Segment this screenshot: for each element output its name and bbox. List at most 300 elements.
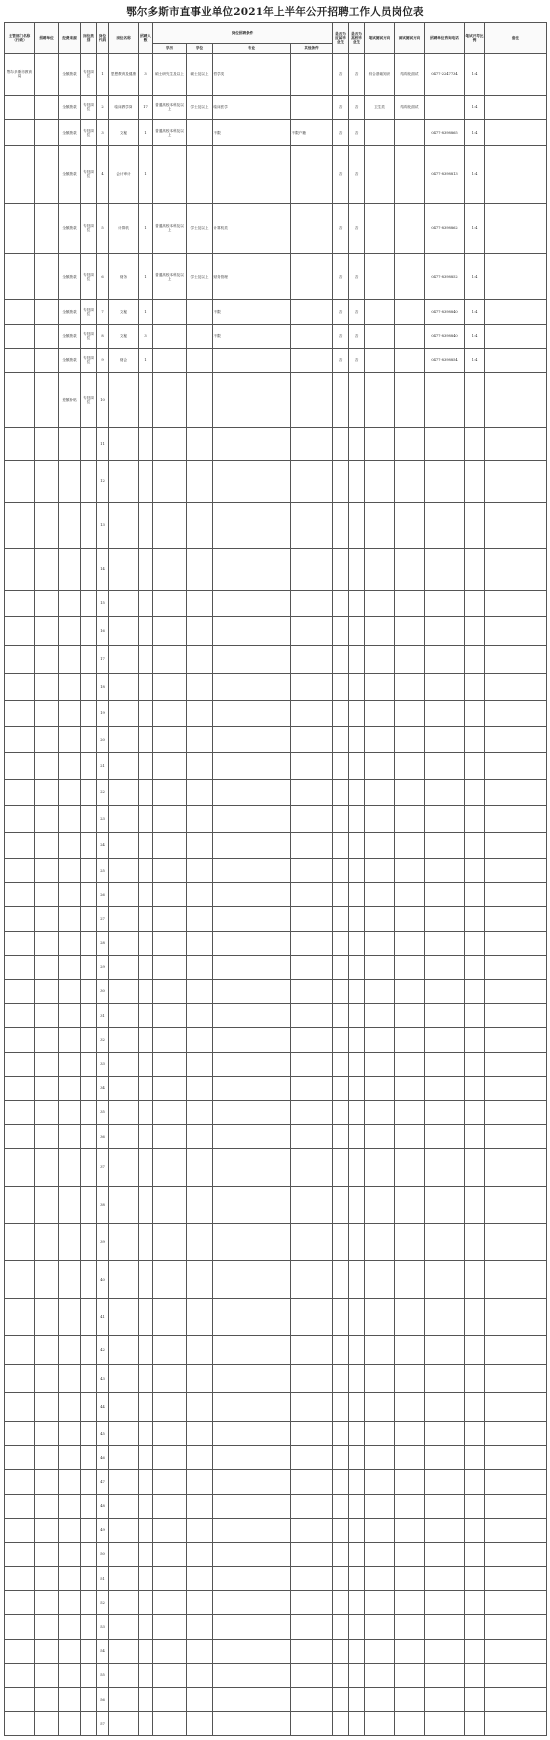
cell-category: 专技岗位 [81,119,97,145]
cell-interview [395,1542,425,1566]
cell-category [81,1421,97,1445]
cell-post [109,617,139,646]
cell-phone: 0477-8398840 [425,324,465,348]
cell-degree [187,1298,213,1335]
cell-post [109,1518,139,1542]
cell-dept [5,1125,35,1149]
cell-unit [35,1224,59,1261]
cell-written [365,883,395,907]
cell-degree: 硕士及以上 [187,54,213,96]
cell-code: 28 [97,931,109,955]
cell-degree [187,1125,213,1149]
cell-service [349,427,365,460]
cell-count [139,1149,153,1186]
table-row [5,955,547,979]
cell-count [139,907,153,931]
cell-funding [59,832,81,858]
cell-code: 1 [97,54,109,96]
cell-other [291,883,333,907]
cell-edu [153,1518,187,1542]
cell-funding [59,674,81,700]
cell-written [365,1125,395,1149]
cell-unit [35,1663,59,1687]
cell-fresh [333,806,349,832]
cell-unit [35,146,59,203]
cell-category: 专技岗位 [81,324,97,348]
table-row [5,1591,547,1615]
cell-written [365,590,395,616]
cell-unit [35,1393,59,1422]
cell-category [81,727,97,753]
table-row [5,1712,547,1736]
cell-ratio [465,1076,485,1100]
cell-phone [425,779,465,805]
cell-phone [425,1542,465,1566]
col-service: 是否为高校毕业生 [349,23,365,54]
cell-edu [153,907,187,931]
cell-phone [425,1100,465,1124]
cell-fresh [333,1149,349,1186]
cell-funding [59,1393,81,1422]
table-row [5,1639,547,1663]
cell-other [291,1712,333,1736]
cell-remark [485,348,547,372]
cell-fresh [333,883,349,907]
cell-count [139,1567,153,1591]
cell-count [139,1393,153,1422]
cell-phone [425,548,465,590]
cell-written [365,931,395,955]
cell-post [109,955,139,979]
cell-count: 1 [139,254,153,300]
cell-major [213,590,291,616]
cell-funding [59,1542,81,1566]
cell-interview [395,119,425,145]
cell-other [291,324,333,348]
cell-post [109,1688,139,1712]
cell-unit [35,1149,59,1186]
cell-dept [5,1224,35,1261]
cell-interview [395,1261,425,1298]
cell-phone [425,1028,465,1052]
cell-degree [187,1688,213,1712]
cell-post [109,1052,139,1076]
cell-service [349,1336,365,1365]
cell-major [213,548,291,590]
cell-funding [59,955,81,979]
cell-other [291,1470,333,1494]
table-row [5,1076,547,1100]
cell-written [365,460,395,502]
cell-degree [187,548,213,590]
cell-phone: 0477-8398840 [425,300,465,324]
cell-ratio: 1:4 [465,54,485,96]
cell-unit [35,1688,59,1712]
cell-count [139,931,153,955]
cell-post [109,883,139,907]
cell-category [81,1261,97,1298]
cell-fresh [333,1639,349,1663]
cell-written [365,548,395,590]
cell-degree: 学士及以上 [187,95,213,119]
cell-unit [35,1052,59,1076]
cell-major [213,859,291,883]
cell-category [81,1446,97,1470]
cell-major [213,931,291,955]
cell-ratio: 1:4 [465,146,485,203]
cell-edu [153,1052,187,1076]
cell-ratio [465,1421,485,1445]
cell-phone [425,1591,465,1615]
cell-written [365,674,395,700]
cell-count [139,1639,153,1663]
cell-code: 31 [97,1004,109,1028]
cell-remark [485,1298,547,1335]
cell-major [213,1149,291,1186]
cell-degree [187,645,213,674]
cell-interview [395,859,425,883]
cell-phone [425,979,465,1003]
table-row [5,1364,547,1393]
cell-unit [35,324,59,348]
cell-category [81,460,97,502]
table-row [5,1100,547,1124]
table-row [5,883,547,907]
cell-service [349,645,365,674]
cell-count [139,1224,153,1261]
cell-funding [59,1712,81,1736]
cell-degree [187,1663,213,1687]
cell-phone [425,95,465,119]
cell-unit [35,1542,59,1566]
cell-degree [187,907,213,931]
cell-dept [5,590,35,616]
cell-funding: 全额拨款 [59,203,81,254]
cell-code: 46 [97,1446,109,1470]
cell-remark [485,883,547,907]
cell-post [109,907,139,931]
table-row [5,1518,547,1542]
cell-edu [153,1076,187,1100]
cell-degree [187,348,213,372]
cell-dept [5,203,35,254]
cell-unit [35,372,59,427]
cell-written [365,1518,395,1542]
cell-category [81,1615,97,1639]
cell-edu [153,806,187,832]
cell-remark [485,955,547,979]
cell-ratio [465,1712,485,1736]
cell-category [81,859,97,883]
cell-interview [395,1421,425,1445]
cell-interview [395,617,425,646]
cell-remark [485,1639,547,1663]
cell-other [291,1615,333,1639]
cell-degree [187,502,213,548]
cell-service [349,617,365,646]
cell-interview [395,1494,425,1518]
cell-ratio [465,1688,485,1712]
cell-written [365,1688,395,1712]
col-funding: 经费来源 [59,23,81,54]
cell-edu [153,146,187,203]
cell-interview [395,1393,425,1422]
table-row [5,460,547,502]
cell-funding [59,617,81,646]
cell-category [81,753,97,779]
cell-edu [153,1100,187,1124]
cell-funding [59,1615,81,1639]
cell-post [109,1028,139,1052]
cell-dept [5,254,35,300]
cell-category [81,1100,97,1124]
cell-fresh [333,1298,349,1335]
cell-degree [187,1393,213,1422]
cell-funding [59,1298,81,1335]
cell-ratio: 1:4 [465,300,485,324]
cell-funding [59,1688,81,1712]
cell-unit [35,1494,59,1518]
cell-funding [59,1028,81,1052]
cell-funding [59,1663,81,1687]
cell-interview [395,1224,425,1261]
cell-other [291,674,333,700]
cell-remark [485,95,547,119]
cell-written [365,1186,395,1223]
cell-code: 2 [97,95,109,119]
cell-fresh [333,1663,349,1687]
cell-edu: 硕士研究生及以上 [153,54,187,96]
table-row [5,1125,547,1149]
cell-major [213,1712,291,1736]
col-count: 招聘人数 [139,23,153,54]
table-row [5,1615,547,1639]
cell-post [109,1567,139,1591]
cell-edu [153,1149,187,1186]
cell-edu [153,1446,187,1470]
cell-fresh [333,1494,349,1518]
cell-phone [425,1470,465,1494]
cell-other [291,1446,333,1470]
cell-phone [425,832,465,858]
cell-funding [59,1567,81,1591]
cell-post [109,674,139,700]
cell-written [365,1663,395,1687]
cell-code: 33 [97,1052,109,1076]
cell-edu [153,590,187,616]
table-row [5,1663,547,1687]
cell-funding [59,753,81,779]
cell-degree [187,1028,213,1052]
cell-other [291,146,333,203]
cell-phone [425,1446,465,1470]
cell-major [213,348,291,372]
cell-remark [485,931,547,955]
cell-remark [485,460,547,502]
cell-remark [485,372,547,427]
cell-phone [425,372,465,427]
cell-fresh [333,1688,349,1712]
cell-service: 否 [349,95,365,119]
cell-category [81,1052,97,1076]
cell-dept [5,548,35,590]
cell-other [291,1542,333,1566]
cell-phone [425,1688,465,1712]
cell-ratio: 1:4 [465,348,485,372]
cell-edu [153,883,187,907]
cell-category: 专技岗位 [81,254,97,300]
cell-phone [425,1224,465,1261]
cell-degree [187,1542,213,1566]
cell-service [349,806,365,832]
cell-count [139,1125,153,1149]
cell-funding: 全额拨款 [59,324,81,348]
cell-service: 否 [349,324,365,348]
cell-other [291,1076,333,1100]
cell-remark [485,1663,547,1687]
cell-written [365,1004,395,1028]
cell-fresh [333,1028,349,1052]
cell-major [213,1688,291,1712]
cell-dept [5,1421,35,1445]
cell-fresh: 否 [333,324,349,348]
cell-phone [425,955,465,979]
cell-dept [5,1639,35,1663]
cell-fresh [333,1364,349,1393]
cell-edu: 普通高校本科及以上 [153,95,187,119]
cell-unit [35,617,59,646]
table-row [5,1004,547,1028]
cell-major: 不限 [213,119,291,145]
cell-other [291,1393,333,1422]
cell-other [291,1567,333,1591]
cell-dept [5,883,35,907]
cell-category [81,779,97,805]
cell-post: 文秘 [109,119,139,145]
cell-major [213,1518,291,1542]
cell-count [139,727,153,753]
cell-post [109,1615,139,1639]
cell-service: 否 [349,203,365,254]
cell-other [291,1186,333,1223]
cell-degree [187,1421,213,1445]
cell-remark [485,146,547,203]
cell-ratio [465,727,485,753]
cell-edu [153,617,187,646]
cell-funding [59,1591,81,1615]
cell-unit [35,1639,59,1663]
cell-funding [59,700,81,726]
cell-written [365,1393,395,1422]
cell-remark [485,645,547,674]
cell-count: 1 [139,203,153,254]
cell-edu [153,1393,187,1422]
cell-phone [425,617,465,646]
table-row [5,1567,547,1591]
cell-post [109,753,139,779]
cell-degree [187,859,213,883]
cell-other [291,907,333,931]
cell-fresh [333,1261,349,1298]
cell-ratio [465,1663,485,1687]
cell-remark [485,1028,547,1052]
cell-ratio [465,1393,485,1422]
cell-edu [153,955,187,979]
cell-code: 9 [97,348,109,372]
cell-service [349,907,365,931]
cell-phone [425,1261,465,1298]
cell-ratio [465,460,485,502]
cell-major [213,979,291,1003]
cell-category [81,1494,97,1518]
cell-ratio [465,1298,485,1335]
cell-phone [425,590,465,616]
cell-fresh [333,955,349,979]
cell-edu [153,832,187,858]
cell-code: 21 [97,753,109,779]
cell-other [291,1052,333,1076]
cell-post [109,779,139,805]
cell-remark [485,727,547,753]
cell-fresh [333,859,349,883]
cell-phone [425,727,465,753]
cell-interview [395,1100,425,1124]
cell-remark [485,203,547,254]
cell-code: 57 [97,1712,109,1736]
cell-post [109,1186,139,1223]
cell-written [365,1028,395,1052]
cell-degree [187,779,213,805]
cell-major [213,372,291,427]
table-row [5,617,547,646]
cell-funding [59,1336,81,1365]
cell-edu [153,1591,187,1615]
cell-degree [187,119,213,145]
cell-other [291,1298,333,1335]
cell-ratio [465,548,485,590]
table-row [5,348,547,372]
col-conditions: 岗位招聘条件 [153,23,333,44]
cell-edu [153,300,187,324]
cell-interview [395,590,425,616]
table-row [5,254,547,300]
cell-post [109,1149,139,1186]
cell-ratio [465,1446,485,1470]
cell-ratio: 1:4 [465,95,485,119]
cell-interview [395,548,425,590]
cell-post: 文秘 [109,300,139,324]
cell-major [213,1004,291,1028]
cell-edu [153,1224,187,1261]
cell-fresh [333,1518,349,1542]
cell-other [291,427,333,460]
cell-major [213,779,291,805]
cell-fresh [333,460,349,502]
cell-funding [59,727,81,753]
table-row [5,1149,547,1186]
cell-remark [485,806,547,832]
cell-funding [59,806,81,832]
cell-ratio [465,1004,485,1028]
cell-post [109,727,139,753]
cell-category [81,617,97,646]
cell-other [291,300,333,324]
cell-written [365,806,395,832]
table-header-row [5,23,547,44]
cell-unit [35,1591,59,1615]
cell-service [349,1100,365,1124]
cell-unit [35,1615,59,1639]
